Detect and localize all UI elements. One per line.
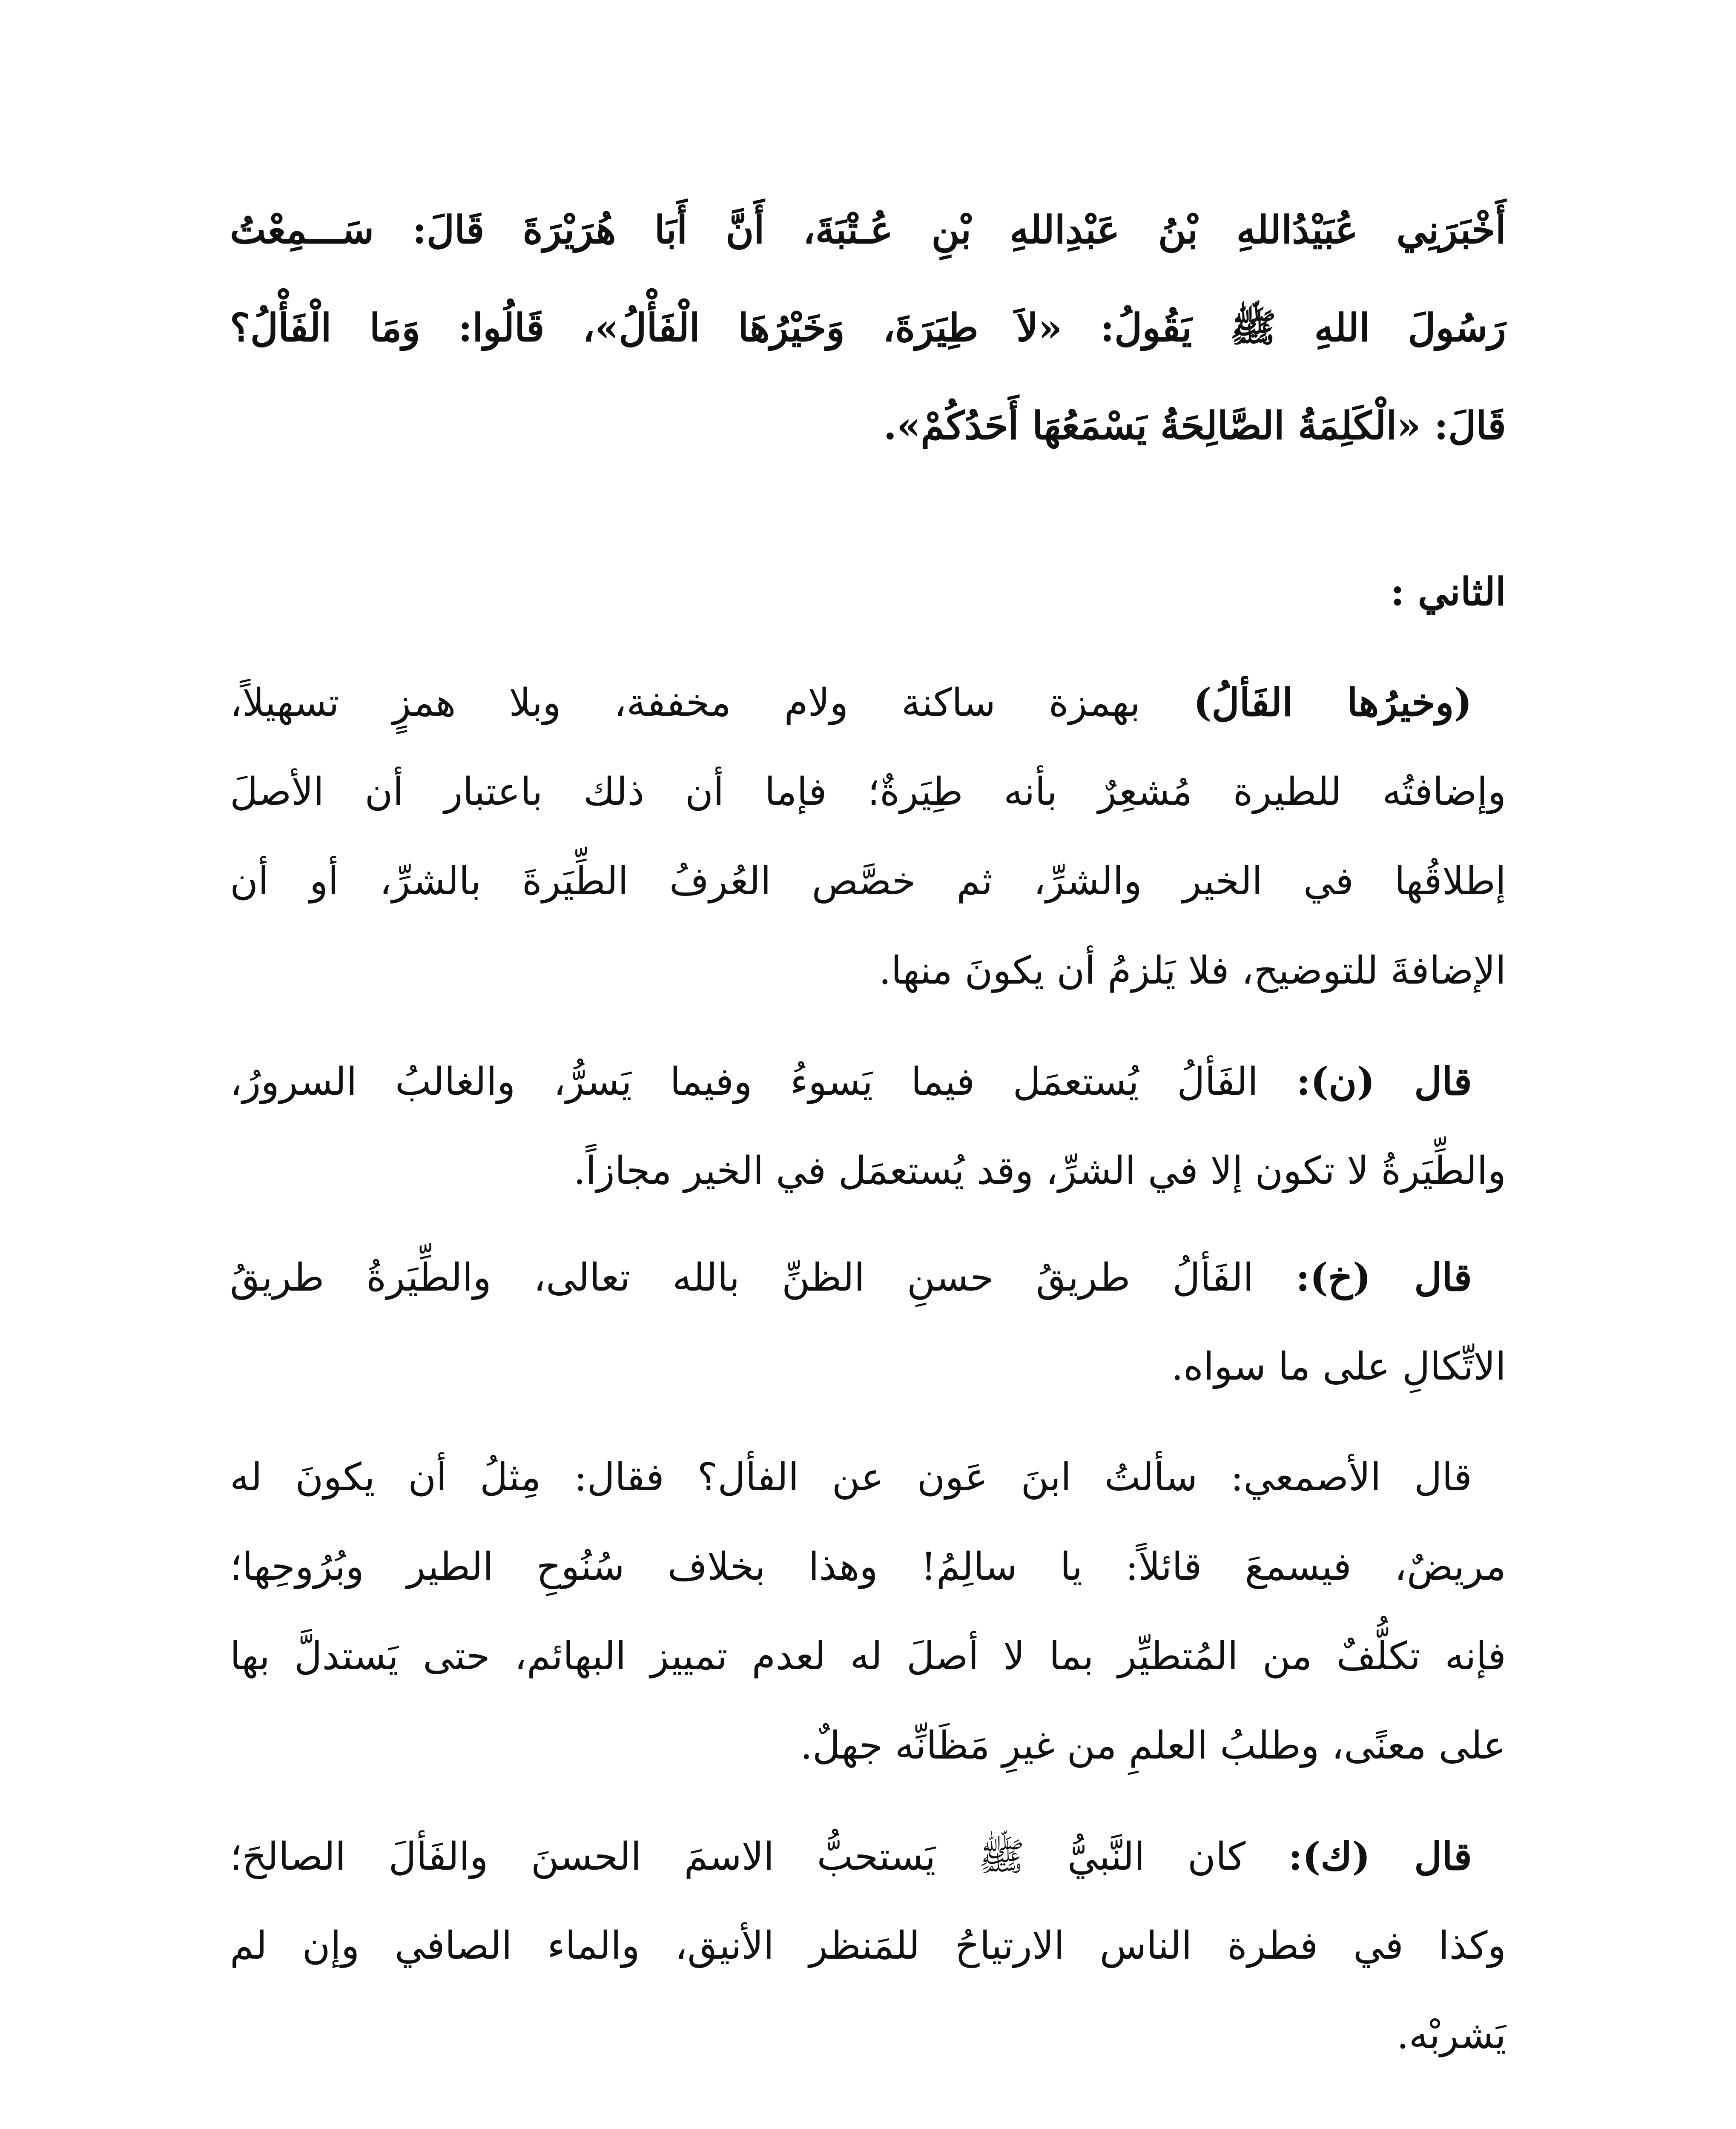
paragraph-3-line-1: [230, 1248, 1472, 1308]
paragraph-5-line-1: [230, 1827, 1472, 1887]
paragraph-1-lead: (وخيرُها الفَألُ): [1193, 680, 1472, 725]
paragraph-2-line-1: [230, 1052, 1472, 1112]
paragraph-4-line-4: على معنًى، وطلبُ العلمِ من غيرِ مَظَانِّه جهلٌ.: [800, 1723, 1506, 1768]
hadith-line-3: قَالَ: «الْكَلِمَةُ الصَّالِحَةُ يَسْمَعُهَا أَحَدُكُمْ».: [883, 403, 1506, 448]
paragraph-1-line-3: إطلاقُها في الخير والشرِّ، ثم خصَّص العُرفُ الطِّيَرةَ بالشرِّ، أو أن: [230, 859, 1506, 904]
paragraph-5-line-2: وكذا في فطرة الناس الارتياحُ للمَنظر الأنيق، والماء الصافي وإن لم: [230, 1923, 1506, 1968]
paragraph-3-line-2: الاتِّكالِ على ما سواه.: [1171, 1344, 1506, 1389]
paragraph-2-lead: قال (ن):: [1296, 1059, 1472, 1104]
paragraph-5-lead: قال (ك):: [1288, 1834, 1472, 1879]
paragraph-1-line-1-text: بهمزة ساكنة ولام مخففة، وبلا همزٍ تسهيلاً،: [230, 680, 1194, 725]
paragraph-3-lead: قال (خ):: [1296, 1255, 1472, 1300]
paragraph-4-line-2: مريضٌ، فيسمعَ قائلاً: يا سالِمُ! وهذا بخلاف سُنُوحِ الطير وبُرُوحِها؛: [230, 1544, 1506, 1589]
paragraph-4-line-1: قال الأصمعي: سألتُ ابنَ عَون عن الفأل؟ فقال: مِثلُ أن يكونَ له: [230, 1455, 1472, 1500]
section-heading: الثاني :: [1390, 569, 1506, 614]
paragraph-3-line-1-text: الفَألُ طريقُ حسنِ الظنِّ بالله تعالى، والطِّيَرةُ طريقُ: [230, 1255, 1296, 1300]
paragraph-5-line-1-text: كان النَّبيُّ ﷺ يَستحبُّ الاسمَ الحسنَ والفَألَ الصالحَ؛: [230, 1834, 1288, 1879]
hadith-line-1: أَخْبَرَنِي عُبَيْدُاللهِ بْنُ عَبْدِاللهِ بْنِ عُـتْبَةَ، أَنَّ أَبَا هُرَيْرَةَ قَالَ: سَـــمِعْتُ: [230, 207, 1506, 252]
paragraph-1-line-2: وإضافتُه للطيرة مُشعِرٌ بأنه طِيَرةٌ؛ فإما أن ذلك باعتبار أن الأصلَ: [230, 769, 1506, 814]
paragraph-4-line-3: فإنه تكلُّفٌ من المُتطيِّر بما لا أصلَ له لعدم تمييز البهائم، حتى يَستدلَّ بها: [230, 1634, 1506, 1679]
paragraph-1-line-4: الإضافةَ للتوضيح، فلا يَلزمُ أن يكونَ منها.: [879, 948, 1506, 993]
paragraph-2-line-1-text: الفَألُ يُستعمَل فيما يَسوءُ وفيما يَسرُّ، والغالبُ السرورُ،: [230, 1059, 1297, 1104]
paragraph-1-line-1: [230, 673, 1472, 733]
paragraph-5-line-3: يَشربْه.: [1397, 2013, 1506, 2057]
hadith-line-2: رَسُولَ اللهِ ﷺ يَقُولُ: «لاَ طِيَرَةَ، وَخَيْرُهَا الْفَأْلُ»، قَالُوا: وَمَا الْفَأْلُ؟: [230, 305, 1506, 350]
paragraph-2-line-2: والطِّيَرةُ لا تكون إلا في الشرِّ، وقد يُستعمَل في الخير مجازاً.: [573, 1148, 1506, 1193]
